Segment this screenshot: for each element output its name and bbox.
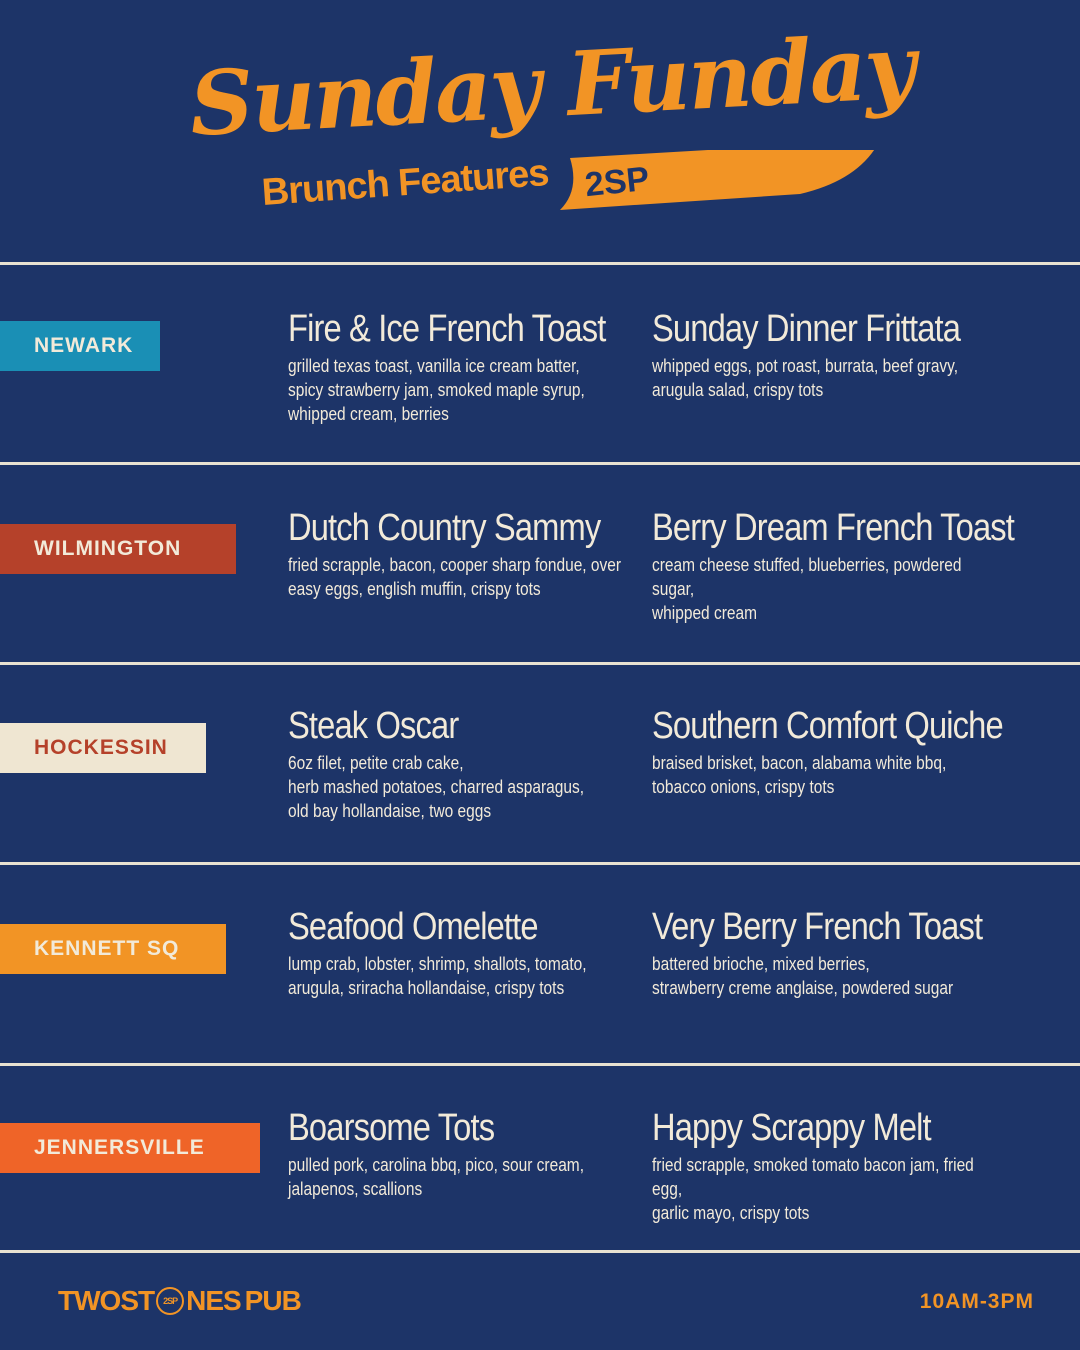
item-name: Happy Scrappy Melt [652,1107,931,1149]
menu-item [652,1106,1002,1225]
item-name: Sunday Dinner Frittata [652,308,961,350]
divider [0,1250,1080,1253]
item-description: grilled texas toast, vanilla ice cream batter, spicy strawberry jam, smoked maple syrup, whipped cream, berries [288,356,585,424]
brand-logo [58,1285,301,1317]
location-row-jennersville [0,1066,1080,1263]
item-name: Seafood Omelette [288,906,538,948]
logo-text: TWO [58,1285,121,1316]
location-label-hockessin: HOCKESSIN [0,723,206,773]
menu-item [288,1106,638,1201]
item-name: Fire & Ice French Toast [288,308,606,350]
item-name: Southern Comfort Quiche [652,705,1003,747]
page-subtitle: Brunch Features [260,152,550,214]
location-label-wilmington: WILMINGTON [0,524,236,574]
logo-text: PUB [244,1285,301,1316]
menu-item [288,905,638,1000]
item-name: Berry Dream French Toast [652,507,1014,549]
item-description: lump crab, lobster, shrimp, shallots, tomato, arugula, sriracha hollandaise, crispy tots [288,954,587,998]
menu-item [288,506,638,601]
item-description: pulled pork, carolina bbq, pico, sour cream, jalapenos, scallions [288,1155,585,1199]
item-name: Steak Oscar [288,705,459,747]
menu-item [288,307,638,426]
item-name: Boarsome Tots [288,1107,495,1149]
item-description: 6oz filet, petite crab cake, herb mashed potatoes, charred asparagus, old bay hollandaise, two eggs [288,753,585,821]
location-row-kennett-sq [0,865,1080,1062]
location-label-newark: NEWARK [0,321,160,371]
menu-item [652,905,1002,1000]
item-name: Dutch Country Sammy [288,507,601,549]
brand-badge: 2SP [583,159,652,205]
item-name: Very Berry French Toast [652,906,983,948]
menu-item [652,704,1002,799]
item-description: fried scrapple, bacon, cooper sharp fondue, over easy eggs, english muffin, crispy tots [288,555,622,599]
item-description: cream cheese stuffed, blueberries, powdered sugar, whipped cream [652,555,962,623]
menu-item [652,506,1014,625]
logo-text: ST [120,1285,155,1316]
location-label-jennersville: JENNERSVILLE [0,1123,260,1173]
header [0,0,1080,262]
menu-item [652,307,1002,402]
hours-label: 10AM-3PM [919,1290,1034,1313]
location-row-newark [0,265,1080,462]
location-row-hockessin [0,665,1080,862]
item-description: fried scrapple, smoked tomato bacon jam, fried egg, garlic mayo, crispy tots [652,1155,974,1223]
menu-item [288,704,638,823]
item-description: battered brioche, mixed berries, strawberry creme anglaise, powdered sugar [652,954,954,998]
logo-text: NES [186,1285,241,1316]
item-description: whipped eggs, pot roast, burrata, beef gravy, arugula salad, crispy tots [652,356,959,400]
location-row-wilmington [0,465,1080,662]
location-label-kennett-sq: KENNETT SQ [0,924,226,974]
item-description: braised brisket, bacon, alabama white bbq, tobacco onions, crispy tots [652,753,947,797]
logo-circle-icon: 2SP [156,1287,184,1315]
page-title: Sunday Funday [187,14,917,156]
